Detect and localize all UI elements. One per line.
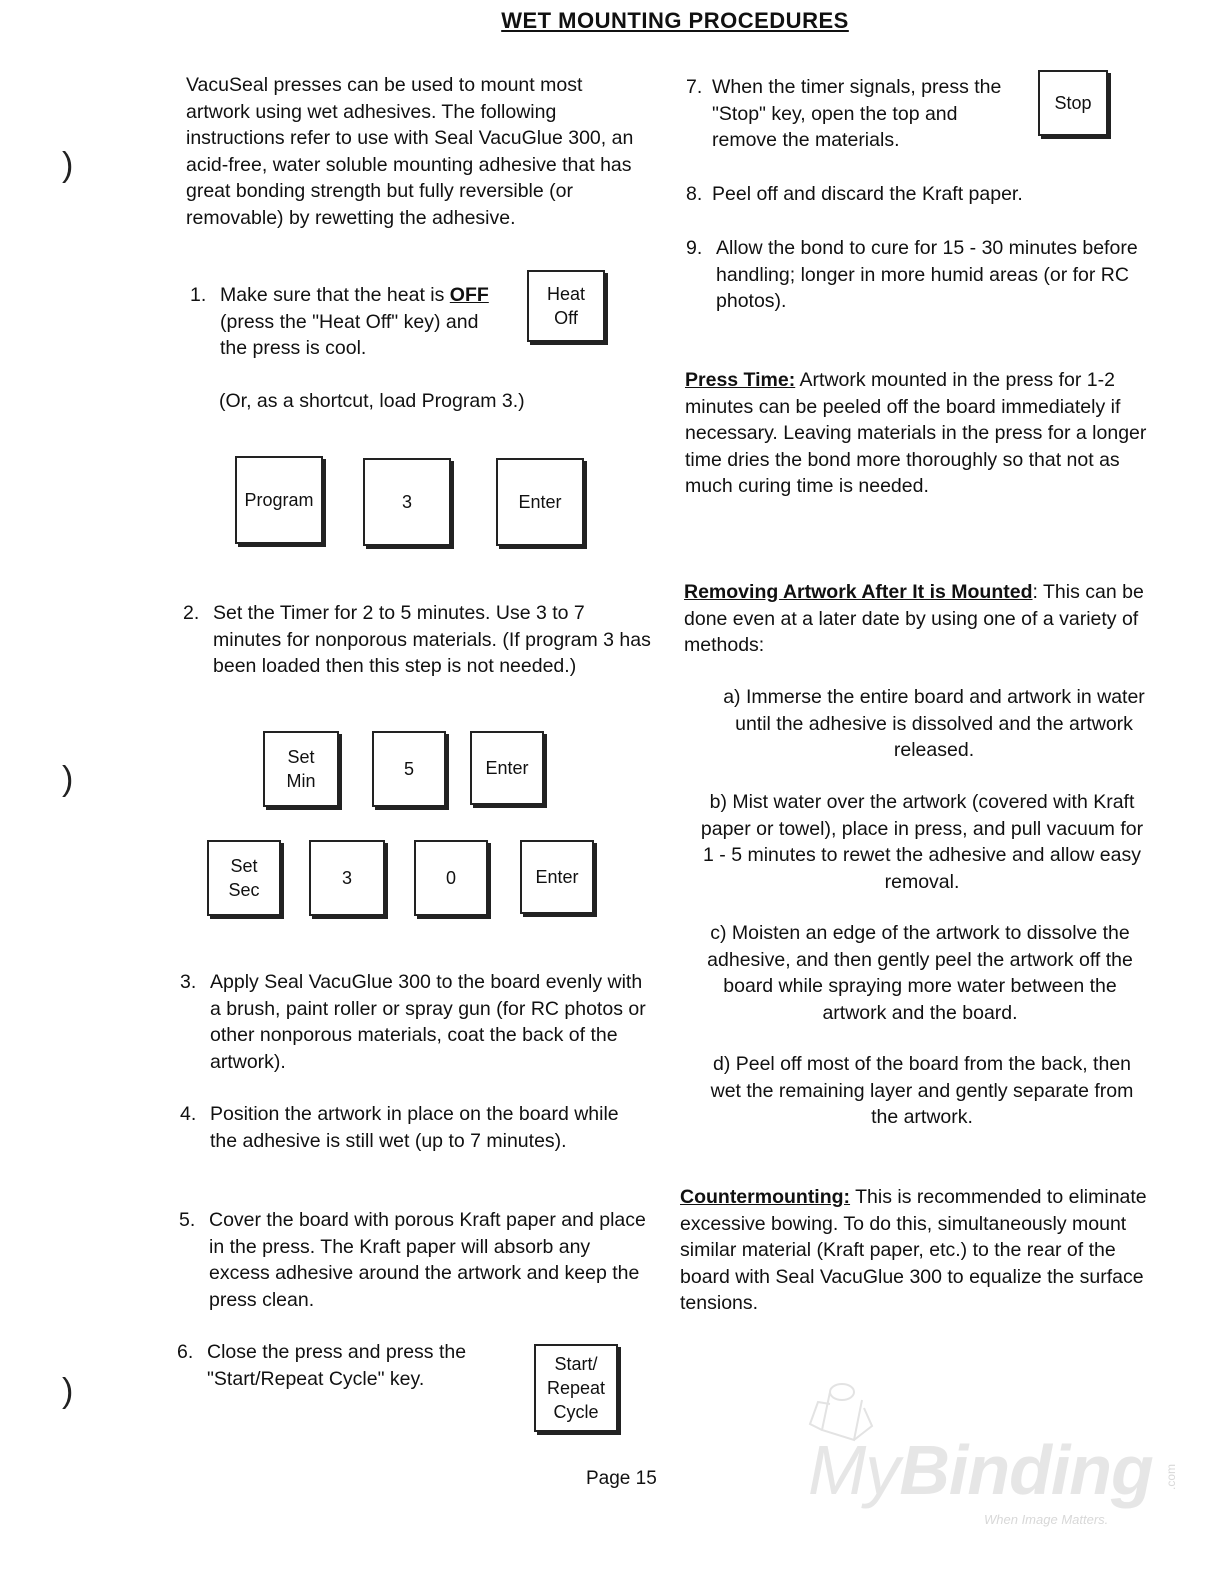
- step-2: [183, 600, 653, 680]
- method-c: c) Moisten an edge of the artwork to dissolve the adhesive, and then gently peel the artwork off the board while spraying more water between the artwork and the board.: [707, 922, 1133, 1024]
- press-time-text: Artwork mounted in the press for 1-2 minutes can be peeled off the board immediately if necessary. Leaving materials in the press for a longer time dries the bond more thoroughly so that not as much curing time is needed.: [685, 369, 1147, 497]
- program-key: Program: [235, 456, 323, 544]
- start-repeat-cycle-key: Start/ Repeat Cycle: [534, 1344, 618, 1432]
- step-text: Make sure that the heat is OFF (press the "Heat Off" key) and the press is cool.: [220, 284, 489, 359]
- step-7: [686, 74, 1006, 154]
- step-text: Set the Timer for 2 to 5 minutes. Use 3 to 7 minutes for nonporous materials. (If program 3 has been loaded then this step is not needed.): [213, 602, 651, 677]
- step-text: Position the artwork in place on the board while the adhesive is still wet (up to 7 minutes).: [210, 1103, 619, 1152]
- stop-key: Stop: [1038, 70, 1108, 136]
- binder-mark-bottom: ): [62, 1372, 74, 1410]
- step-text: When the timer signals, press the "Stop" key, open the top and remove the materials.: [712, 76, 1002, 151]
- enter-key: Enter: [496, 458, 584, 546]
- step-text: Cover the board with porous Kraft paper and place in the press. The Kraft paper will absorb any excess adhesive around the artwork and keep the press clean.: [209, 1209, 646, 1311]
- enter-key: Enter: [470, 731, 544, 805]
- three-key: 3: [309, 840, 385, 916]
- step-8: [686, 181, 1146, 208]
- binder-mark-middle: ): [62, 760, 74, 798]
- step-1-note: (Or, as a shortcut, load Program 3.): [219, 390, 525, 412]
- step-number: 9.: [686, 237, 703, 259]
- step-number: 2.: [183, 602, 200, 624]
- step-number: 1.: [190, 284, 207, 306]
- step-number: 4.: [180, 1103, 197, 1125]
- mybinding-watermark: [800, 1378, 1180, 1538]
- step-number: 7.: [686, 76, 703, 98]
- zero-key: 0: [414, 840, 488, 916]
- removing-heading: Removing Artwork After It is Mounted: [684, 581, 1033, 603]
- step-number: 8.: [686, 183, 703, 205]
- step-number: 5.: [179, 1209, 196, 1231]
- countermounting-section: [680, 1184, 1155, 1317]
- watermark-brand: MyBinding: [808, 1431, 1153, 1509]
- watermark-tagline: When Image Matters.: [984, 1512, 1109, 1527]
- page-number: Page 15: [586, 1468, 657, 1489]
- method-a: a) Immerse the entire board and artwork in water until the adhesive is dissolved and the artwork released.: [723, 686, 1145, 761]
- three-key: 3: [363, 458, 451, 546]
- countermounting-text: This is recommended to eliminate excessive bowing. To do this, simultaneously mount similar material (Kraft paper, etc.) to the rear of the board with Seal VacuGlue 300 to equalize the surface tensions.: [680, 1186, 1147, 1314]
- press-time-section: [685, 367, 1150, 500]
- page-title: WET MOUNTING PROCEDURES: [501, 8, 849, 33]
- removing-section: [684, 579, 1159, 659]
- method-b: b) Mist water over the artwork (covered with Kraft paper or towel), place in press, and pull vacuum for 1 - 5 minutes to rewet the adhesive and allow easy removal.: [700, 791, 1144, 893]
- step-5: [179, 1207, 649, 1313]
- set-sec-key: Set Sec: [207, 840, 281, 916]
- step-number: 6.: [177, 1341, 194, 1363]
- enter-key: Enter: [520, 840, 594, 914]
- step-4: [180, 1101, 620, 1154]
- press-time-heading: Press Time:: [685, 369, 796, 391]
- set-min-key: Set Min: [263, 731, 339, 807]
- five-key: 5: [372, 731, 446, 807]
- method-d: d) Peel off most of the board from the back, then wet the remaining layer and gently separate from the artwork.: [710, 1053, 1134, 1128]
- step-text: Allow the bond to cure for 15 - 30 minutes before handling; longer in more humid areas (or for RC photos).: [716, 237, 1138, 312]
- step-text: Apply Seal VacuGlue 300 to the board evenly with a brush, paint roller or spray gun (for RC photos or other nonporous materials, coat the back of the artwork).: [210, 971, 646, 1073]
- step-text: Close the press and press the "Start/Repeat Cycle" key.: [207, 1341, 467, 1390]
- step-3: [180, 969, 650, 1075]
- removing-text: : This can be done even at a later date by using one of a variety of methods:: [684, 581, 1144, 656]
- step-text: Peel off and discard the Kraft paper.: [712, 183, 1023, 205]
- step-number: 3.: [180, 971, 197, 993]
- heat-off-key: Heat Off: [527, 270, 605, 342]
- binder-mark-top: ): [62, 146, 74, 184]
- intro-paragraph: VacuSeal presses can be used to mount most artwork using wet adhesives. The following instructions refer to use with Seal VacuGlue 300, an acid-free, water soluble mounting adhesive that has great bonding strength but fully reversible (or removable) by rewetting the adhesive.: [186, 74, 634, 229]
- watermark-com: .com: [1164, 1463, 1179, 1491]
- step-1: [190, 282, 490, 362]
- step-9: [686, 235, 1151, 315]
- step-6: [177, 1339, 477, 1392]
- countermounting-heading: Countermounting:: [680, 1186, 851, 1208]
